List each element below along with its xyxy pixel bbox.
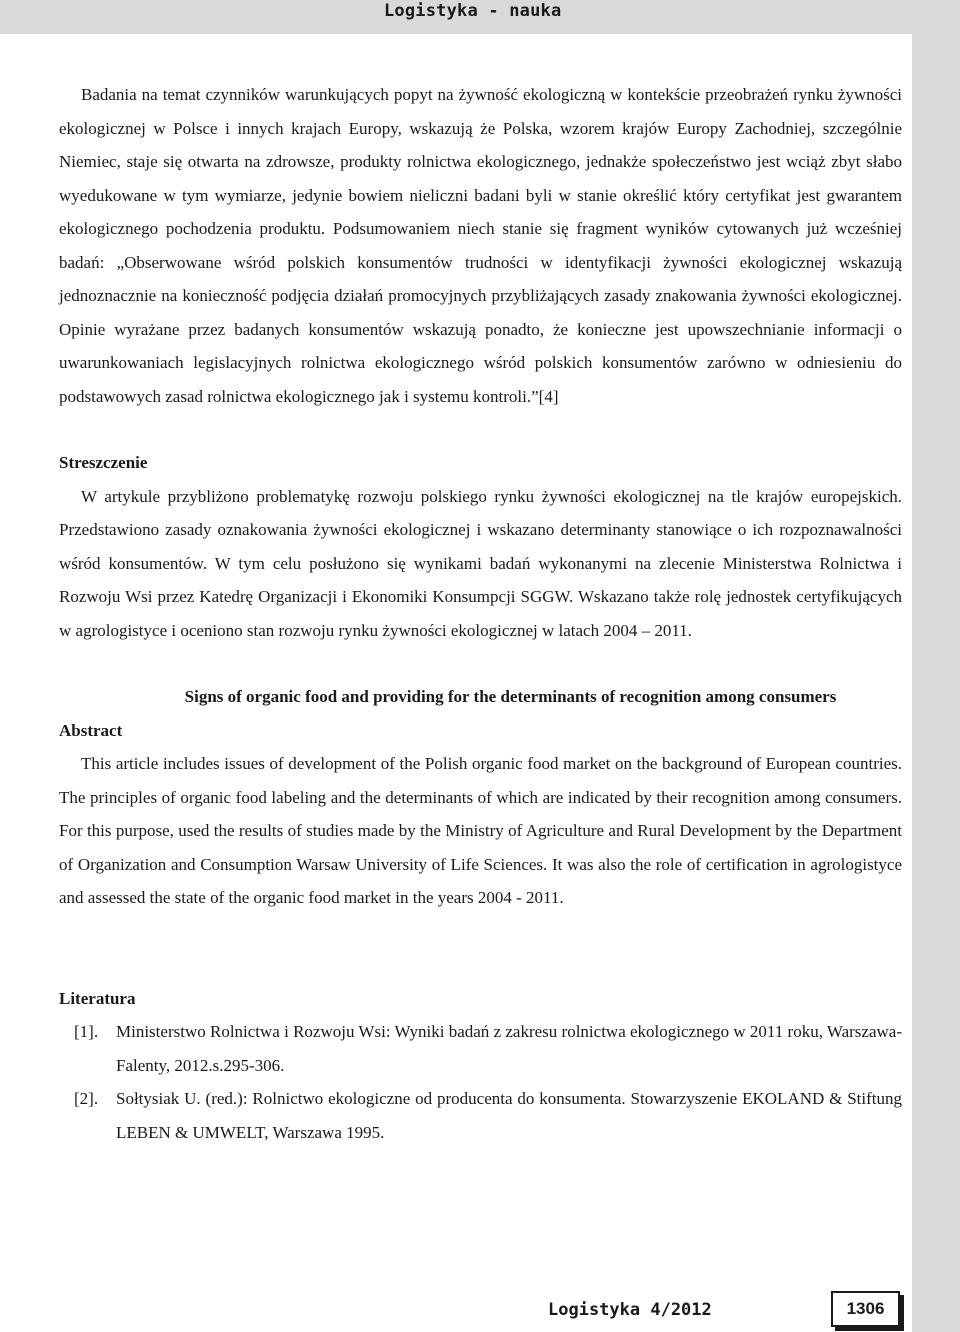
running-header xyxy=(0,0,960,34)
streszczenie-text: W artykule przybliżono problematykę rozwoju polskiego rynku żywności ekologicznej na tle krajów europejskich. Przedstawiono zasady oznakowania żywności ekologicznej i wskazano determinanty stanowiące o ich rozpoznawalności wśród konsumentów. W tym celu posłużono się wynikami badań wykonanymi na zlecenie Ministerstwa Rolnictwa i Rozwoju Wsi przez Katedrę Organizacji i Ekonomiki Konsumpcji SGGW. Wskazano także rolę jednostek certyfikujących w agrologistyce i oceniono stan rozwoju rynku żywności ekologicznej w latach 2004 – 2011. xyxy=(59,486,902,640)
reference-item xyxy=(59,1015,902,1082)
footer-journal-label: Logistyka 4/2012 xyxy=(548,1300,712,1320)
abstract-text: This article includes issues of development of the Polish organic food market on the background of European countries. The principles of organic food labeling and the determinants of which are indicated by their recognition among consumers. For this purpose, used the results of studies made by the Ministry of Agriculture and Rural Development by the Department of Organization and Consumption Warsaw University of Life Sciences. It was also the role of certification in agrologistyce and assessed the state of the organic food market in the years 2004 - 2011. xyxy=(59,754,902,907)
reference-text: Sołtysiak U. (red.): Rolnictwo ekologiczne od producenta do konsumenta. Stowarzyszenie EKOLAND & Stiftung LEBEN & UMWELT, Warszawa 1995. xyxy=(116,1089,902,1142)
page-content xyxy=(59,78,902,1149)
reference-item xyxy=(59,1082,902,1149)
reference-text: Ministerstwo Rolnictwa i Rozwoju Wsi: Wyniki badań z zakresu rolnictwa ekologicznego w 2011 roku, Warszawa-Falenty, 2012.s.295-306. xyxy=(116,1022,902,1075)
abstract-heading: Abstract xyxy=(59,720,123,740)
body-paragraph: Badania na temat czynników warunkujących popyt na żywność ekologiczną w kontekście przeobrażeń rynku żywności ekologicznej w Polsce i innych krajach Europy, wskazują że Polska, wzorem krajów Europy Zachodniej, szczególnie Niemiec, staje się otwarta na zdrowsze, produkty rolnictwa ekologicznego, jednakże społeczeństwo jest wciąż zbyt słabo wyedukowane w tym wymiarze, jedynie bowiem nieliczni badani byli w stanie określić który certyfikat jest gwarantem ekologicznego pochodzenia produktu. Podsumowaniem niech stanie się fragment wyników cytowanych już wcześniej badań: „Obserwowane wśród polskich konsumentów trudności w identyfikacji żywności ekologicznej wskazują jednoznacznie na konieczność podjęcia działań promocyjnych przybliżających zasady znakowania żywności ekologicznej. Opinie wyrażane przez badanych konsumentów wskazują ponadto, że konieczne jest upowszechnianie informacji o uwarunkowaniach legislacyjnych rolnictwa ekologicznego wśród polskich konsumentów zarówno w odniesieniu do podstawowych zasad rolnictwa ekologicznego jak i systemu kontroli.”[4] xyxy=(59,85,902,406)
page-number: 1306 xyxy=(846,1299,885,1318)
literatura-heading: Literatura xyxy=(59,988,136,1008)
page-number-box xyxy=(831,1291,900,1327)
streszczenie-heading: Streszczenie xyxy=(59,453,148,472)
running-header-title: Logistyka - nauka xyxy=(384,1,562,21)
document-page xyxy=(0,34,912,1332)
reference-number: [1]. xyxy=(74,1022,99,1041)
english-title: Signs of organic food and providing for the determinants of recognition among consumers xyxy=(184,687,837,706)
reference-number: [2]. xyxy=(74,1089,99,1108)
